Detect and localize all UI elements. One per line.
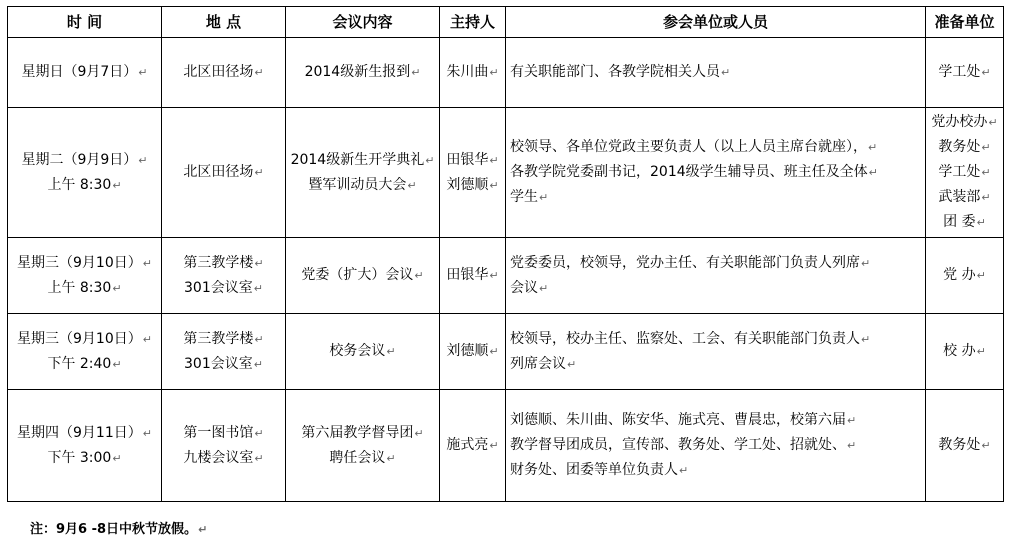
cell-text: 刘德顺 (446, 176, 489, 193)
cell-text: 2014级新生开学典礼 (290, 151, 425, 168)
cell-line (444, 263, 501, 288)
footnote-text: 注：9月6 -8日中秋节放假。 (30, 522, 198, 537)
cell-line (510, 458, 921, 483)
cell-text: 学工处 (938, 64, 981, 80)
cell-text: 施式亮 (446, 437, 489, 453)
cell-text: 上午 8:30 (47, 279, 112, 296)
cell-text: 北区田径场 (183, 164, 254, 180)
cell-line (510, 160, 921, 185)
cell-prep-unit (926, 314, 1004, 390)
cell-topic (286, 108, 440, 238)
cell-prep-unit (926, 108, 1004, 238)
cell-line (166, 352, 281, 377)
paragraph-mark-icon: ↵ (861, 332, 871, 346)
cell-location (162, 38, 286, 108)
cell-time (8, 238, 162, 314)
cell-line (930, 110, 999, 135)
cell-location (162, 108, 286, 238)
cell-prep-unit (926, 238, 1004, 314)
cell-text: 上午 8:30 (47, 176, 112, 193)
cell-time (8, 38, 162, 108)
cell-text: 刘德顺 (446, 343, 489, 359)
cell-topic (286, 38, 440, 108)
paragraph-mark-icon: ↵ (254, 166, 264, 179)
paragraph-mark-icon: ↵ (112, 281, 122, 295)
paragraph-mark-icon: ↵ (254, 66, 264, 79)
cell-participants (506, 238, 926, 314)
cell-text: 各教学院党委副书记，2014级学生辅导员、班主任及全体 (510, 164, 868, 180)
paragraph-mark-icon: ↵ (981, 166, 991, 179)
cell-text: 聘任会议 (329, 449, 386, 466)
paragraph-mark-icon: ↵ (112, 178, 122, 192)
cell-text: 党委（扩大）会议 (301, 267, 414, 283)
cell-line (290, 148, 435, 173)
cell-line (12, 173, 157, 198)
cell-line (290, 421, 435, 446)
cell-text: 星期二（9月9日） (21, 151, 138, 168)
cell-text: 朱川曲 (446, 64, 489, 80)
cell-text: 校 办 (943, 343, 976, 359)
paragraph-mark-icon: ↵ (253, 281, 263, 295)
paragraph-mark-icon: ↵ (254, 426, 264, 440)
paragraph-mark-icon: ↵ (142, 256, 152, 270)
paragraph-mark-icon: ↵ (253, 357, 263, 371)
cell-text: 教务处 (938, 437, 981, 453)
cell-line (930, 263, 999, 288)
cell-text: 财务处、团委等单位负责人 (510, 462, 678, 478)
cell-line (290, 446, 435, 471)
paragraph-mark-icon: ↵ (721, 66, 731, 79)
cell-text: 星期三（9月10日） (17, 254, 142, 271)
paragraph-mark-icon: ↵ (976, 269, 986, 282)
cell-text: 田银华 (446, 151, 489, 168)
schedule-table (7, 6, 1004, 502)
cell-line (510, 408, 921, 433)
paragraph-mark-icon: ↵ (868, 166, 878, 179)
paragraph-mark-icon: ↵ (142, 426, 152, 440)
paragraph-mark-icon: ↵ (254, 451, 264, 465)
cell-line (290, 263, 435, 288)
cell-line (12, 327, 157, 352)
paragraph-mark-icon: ↵ (414, 426, 424, 440)
paragraph-mark-icon: ↵ (489, 66, 499, 79)
paragraph-mark-icon: ↵ (847, 439, 857, 452)
paragraph-mark-icon: ↵ (976, 345, 986, 358)
cell-location (162, 238, 286, 314)
cell-prep-unit (926, 38, 1004, 108)
cell-participants (506, 108, 926, 238)
cell-line (510, 352, 921, 377)
cell-line (930, 339, 999, 364)
paragraph-mark-icon: ↵ (981, 191, 991, 204)
paragraph-mark-icon: ↵ (112, 451, 122, 465)
paragraph-mark-icon: ↵ (976, 216, 986, 229)
cell-participants (506, 314, 926, 390)
cell-line (444, 148, 501, 173)
paragraph-mark-icon: ↵ (868, 141, 878, 154)
paragraph-mark-icon: ↵ (981, 141, 991, 154)
cell-text: 301会议室 (184, 279, 253, 296)
cell-location (162, 314, 286, 390)
header-host: 主持人 (440, 7, 506, 38)
cell-line (166, 327, 281, 352)
header-row (8, 7, 1004, 38)
cell-text: 2014级新生报到 (304, 64, 411, 80)
cell-line (510, 60, 921, 85)
cell-line (12, 276, 157, 301)
cell-line (510, 135, 921, 160)
header-participants: 参会单位或人员 (506, 7, 926, 38)
cell-line (510, 185, 921, 210)
cell-line (510, 327, 921, 352)
cell-text: 校务会议 (329, 343, 386, 359)
header-topic: 会议内容 (286, 7, 440, 38)
cell-line (510, 433, 921, 458)
cell-text: 党 办 (943, 267, 976, 283)
paragraph-mark-icon: ↵ (198, 523, 208, 536)
cell-line (12, 352, 157, 377)
cell-host (440, 314, 506, 390)
cell-participants (506, 38, 926, 108)
paragraph-mark-icon: ↵ (112, 357, 122, 371)
cell-text: 党委委员，校领导，党办主任、有关职能部门负责人列席 (510, 254, 860, 271)
paragraph-mark-icon: ↵ (489, 269, 499, 282)
cell-line (930, 135, 999, 160)
cell-line (166, 421, 281, 446)
cell-location (162, 390, 286, 502)
cell-line (930, 210, 999, 235)
cell-text: 团 委 (943, 214, 976, 230)
cell-text: 北区田径场 (183, 64, 254, 80)
paragraph-mark-icon: ↵ (847, 414, 857, 427)
cell-text: 教务处 (938, 139, 981, 155)
cell-line (290, 60, 435, 85)
cell-line (166, 60, 281, 85)
cell-line (930, 185, 999, 210)
paragraph-mark-icon: ↵ (425, 153, 435, 167)
cell-text: 第一图书馆 (183, 424, 254, 441)
cell-text: 第六届教学督导团 (301, 424, 414, 441)
cell-line (444, 339, 501, 364)
cell-prep-unit (926, 390, 1004, 502)
table-row (8, 314, 1004, 390)
header-location: 地 点 (162, 7, 286, 38)
paragraph-mark-icon: ↵ (489, 153, 499, 167)
cell-line (12, 421, 157, 446)
table-row (8, 108, 1004, 238)
cell-line (444, 60, 501, 85)
cell-text: 刘德顺、朱川曲、陈安华、施式亮、曹晨忠，校第六届 (510, 412, 846, 428)
paragraph-mark-icon: ↵ (981, 66, 991, 79)
cell-text: 校领导，校办主任、监察处、工会、有关职能部门负责人 (510, 330, 860, 347)
paragraph-mark-icon: ↵ (142, 332, 152, 346)
cell-line (166, 160, 281, 185)
cell-host (440, 108, 506, 238)
cell-time (8, 314, 162, 390)
cell-line (12, 251, 157, 276)
cell-text: 下午 2:40 (47, 355, 112, 372)
cell-line (930, 433, 999, 458)
cell-time (8, 390, 162, 502)
cell-text: 武装部 (938, 189, 981, 205)
cell-text: 星期四（9月11日） (17, 424, 142, 441)
table-row (8, 390, 1004, 502)
cell-text: 学工处 (938, 164, 981, 180)
paragraph-mark-icon: ↵ (489, 439, 499, 452)
paragraph-mark-icon: ↵ (407, 178, 417, 192)
cell-line (290, 173, 435, 198)
cell-line (444, 433, 501, 458)
cell-text: 有关职能部门、各教学院相关人员 (510, 64, 720, 80)
cell-text: 星期日（9月7日） (21, 64, 138, 80)
cell-text: 第三教学楼 (183, 254, 254, 271)
cell-topic (286, 390, 440, 502)
cell-line (12, 148, 157, 173)
cell-line (444, 173, 501, 198)
cell-participants (506, 390, 926, 502)
cell-host (440, 390, 506, 502)
table-row (8, 238, 1004, 314)
paragraph-mark-icon: ↵ (489, 178, 499, 192)
paragraph-mark-icon: ↵ (539, 191, 549, 204)
cell-text: 下午 3:00 (47, 449, 112, 466)
cell-line (12, 60, 157, 85)
paragraph-mark-icon: ↵ (138, 66, 148, 79)
header-time: 时 间 (8, 7, 162, 38)
paragraph-mark-icon: ↵ (679, 464, 689, 477)
cell-line (12, 446, 157, 471)
paragraph-mark-icon: ↵ (138, 153, 148, 167)
cell-text: 301会议室 (184, 355, 253, 372)
paragraph-mark-icon: ↵ (861, 256, 871, 270)
paragraph-mark-icon: ↵ (539, 281, 549, 295)
paragraph-mark-icon: ↵ (981, 439, 991, 452)
footnote (30, 518, 207, 537)
cell-text: 会议 (510, 279, 538, 296)
cell-text: 学生 (510, 189, 538, 205)
cell-line (510, 276, 921, 301)
paragraph-mark-icon: ↵ (386, 451, 396, 465)
cell-line (930, 60, 999, 85)
cell-text: 星期三（9月10日） (17, 330, 142, 347)
cell-host (440, 238, 506, 314)
cell-host (440, 38, 506, 108)
paragraph-mark-icon: ↵ (489, 345, 499, 358)
cell-text: 暨军训动员大会 (308, 176, 407, 193)
schedule-body (8, 38, 1004, 502)
paragraph-mark-icon: ↵ (414, 269, 424, 282)
cell-text: 教学督导团成员，宣传部、教务处、学工处、招就处、 (510, 437, 846, 453)
paragraph-mark-icon: ↵ (386, 345, 396, 358)
table-row (8, 38, 1004, 108)
cell-line (510, 251, 921, 276)
cell-line (166, 251, 281, 276)
cell-line (930, 160, 999, 185)
cell-topic (286, 238, 440, 314)
paragraph-mark-icon: ↵ (988, 116, 998, 129)
cell-text: 列席会议 (510, 355, 566, 372)
cell-line (290, 339, 435, 364)
header-prep-unit: 准备单位 (926, 7, 1004, 38)
cell-topic (286, 314, 440, 390)
cell-text: 田银华 (446, 267, 489, 283)
cell-text: 党办校办 (931, 114, 988, 130)
cell-time (8, 108, 162, 238)
cell-line (166, 276, 281, 301)
paragraph-mark-icon: ↵ (411, 66, 421, 79)
paragraph-mark-icon: ↵ (254, 256, 264, 270)
cell-text: 九楼会议室 (183, 449, 254, 466)
cell-text: 第三教学楼 (183, 330, 254, 347)
paragraph-mark-icon: ↵ (254, 332, 264, 346)
cell-text: 校领导、各单位党政主要负责人（以上人员主席台就座）， (510, 139, 867, 155)
paragraph-mark-icon: ↵ (567, 357, 577, 371)
cell-line (166, 446, 281, 471)
